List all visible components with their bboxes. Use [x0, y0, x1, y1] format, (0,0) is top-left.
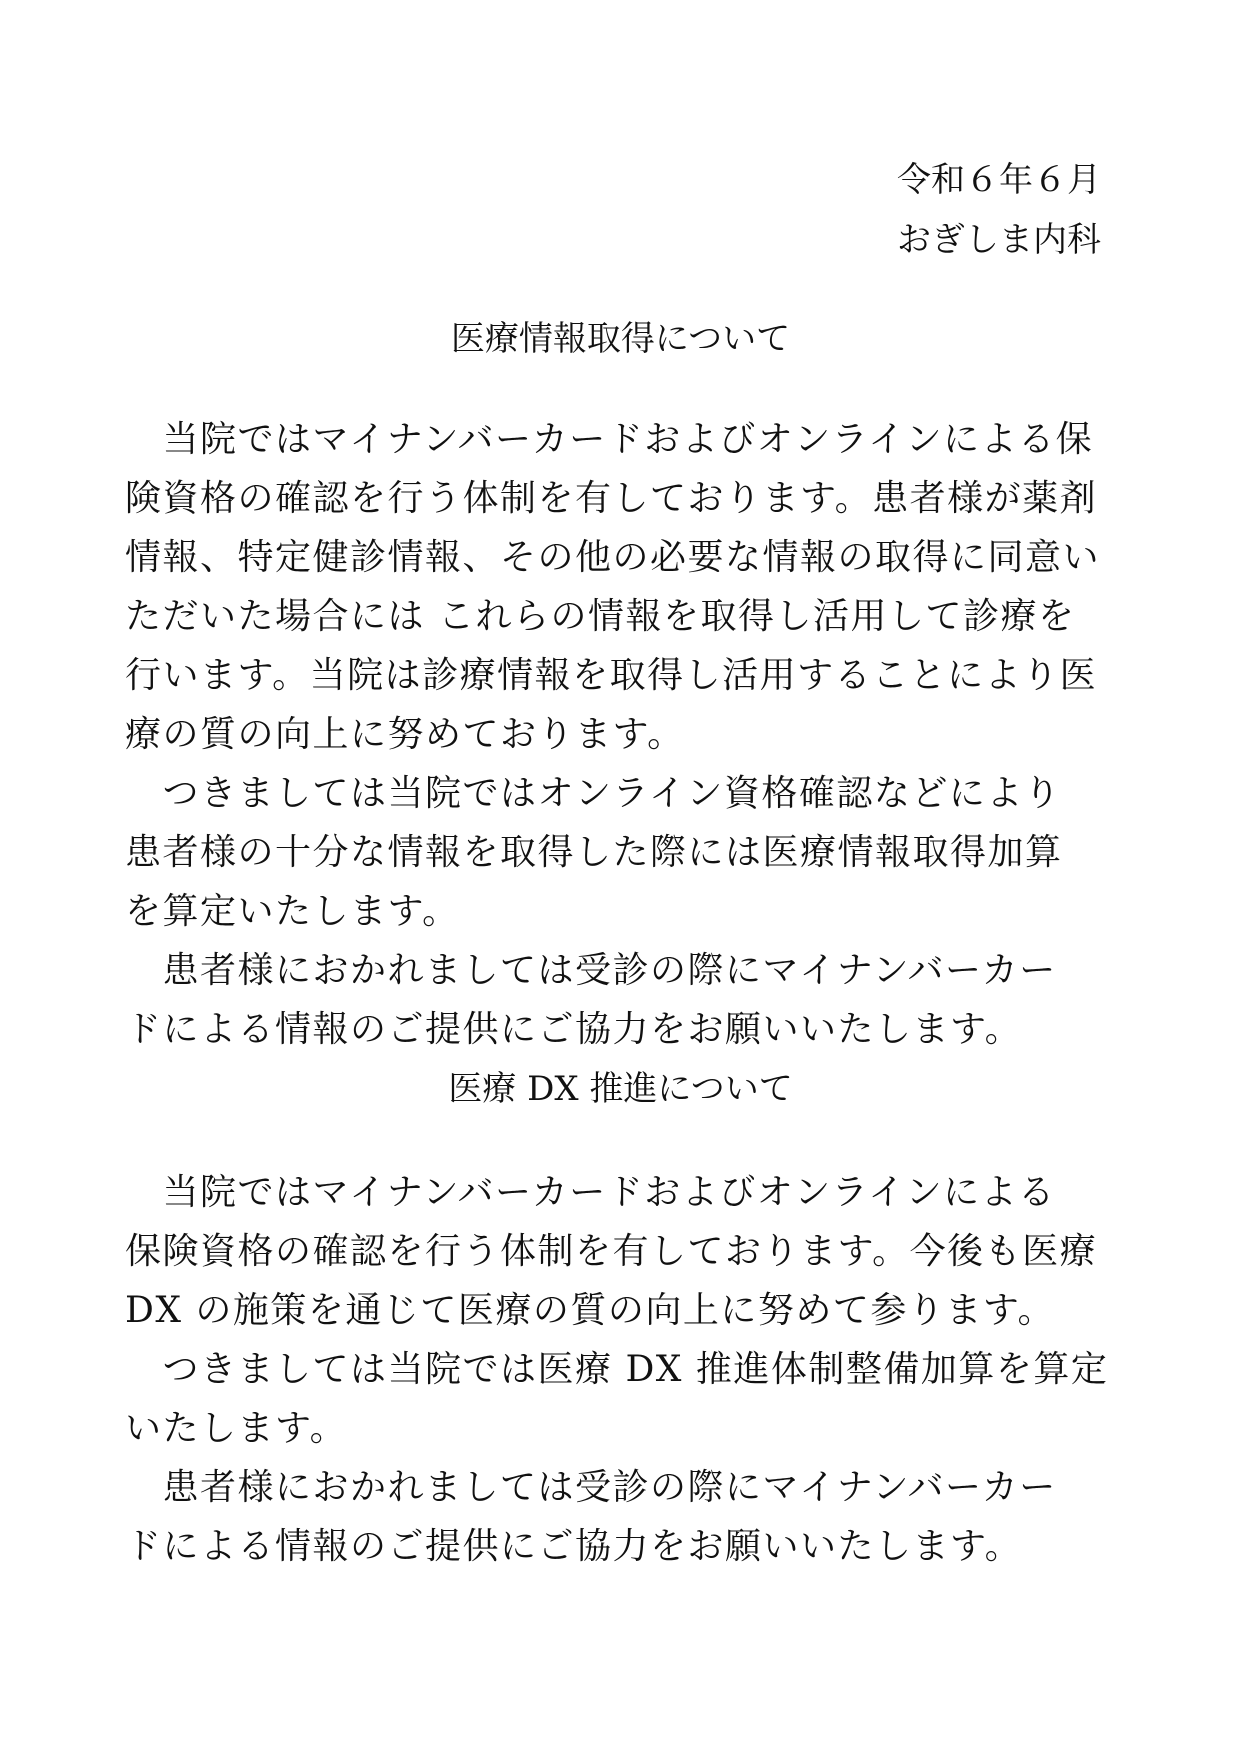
document-header — [897, 150, 1101, 270]
clinic-name: おぎしま内科 — [897, 220, 1101, 260]
paragraph-line: いたします。 — [125, 1408, 348, 1449]
paragraph-line: 当院ではマイナンバーカードおよびオンラインによる — [125, 1172, 1056, 1213]
paragraph-line: つきましては当院ではオンライン資格確認などにより — [125, 773, 1062, 814]
paragraph-line: つきましては当院では医療 DX 推進体制整備加算を算定 — [125, 1349, 1109, 1390]
paragraph-line: DX の施策を通じて医療の質の向上に努めて参ります。 — [125, 1290, 1056, 1331]
paragraph-line: 患者様におかれましては受診の際にマイナンバーカー — [125, 950, 1057, 991]
section-title-medical-info: 医療情報取得について — [450, 319, 791, 359]
paragraph-line: 保険資格の確認を行う体制を有しております。今後も医療 — [125, 1231, 1098, 1272]
paragraph-line: 患者様の十分な情報を取得した際には医療情報取得加算 — [125, 832, 1063, 873]
paragraph-line: 情報、特定健診情報、その他の必要な情報の取得に同意い — [125, 537, 1101, 578]
section-body-medical-info — [125, 410, 1115, 1059]
paragraph-line: 当院ではマイナンバーカードおよびオンラインによる保 — [125, 419, 1094, 460]
paragraph-line: 患者様におかれましては受診の際にマイナンバーカー — [125, 1467, 1057, 1508]
paragraph-line: 療の質の向上に努めております。 — [125, 714, 685, 755]
paragraph-line: ドによる情報のご提供にご協力をお願いいたします。 — [125, 1526, 1023, 1567]
paragraph-line: ただいた場合には これらの情報を取得し活用して診療を — [125, 596, 1076, 637]
paragraph-line: を算定いたします。 — [125, 891, 460, 932]
issue-date: 令和６年６月 — [897, 160, 1101, 200]
paragraph-line: 険資格の確認を行う体制を有しております。患者様が薬剤 — [125, 478, 1098, 519]
paragraph-line: 行います。当院は診療情報を取得し活用することにより医 — [125, 655, 1098, 696]
paragraph-line: ドによる情報のご提供にご協力をお願いいたします。 — [125, 1009, 1023, 1050]
section-title-medical-dx: 医療 DX 推進について — [448, 1069, 793, 1109]
section-body-medical-dx — [125, 1163, 1115, 1576]
